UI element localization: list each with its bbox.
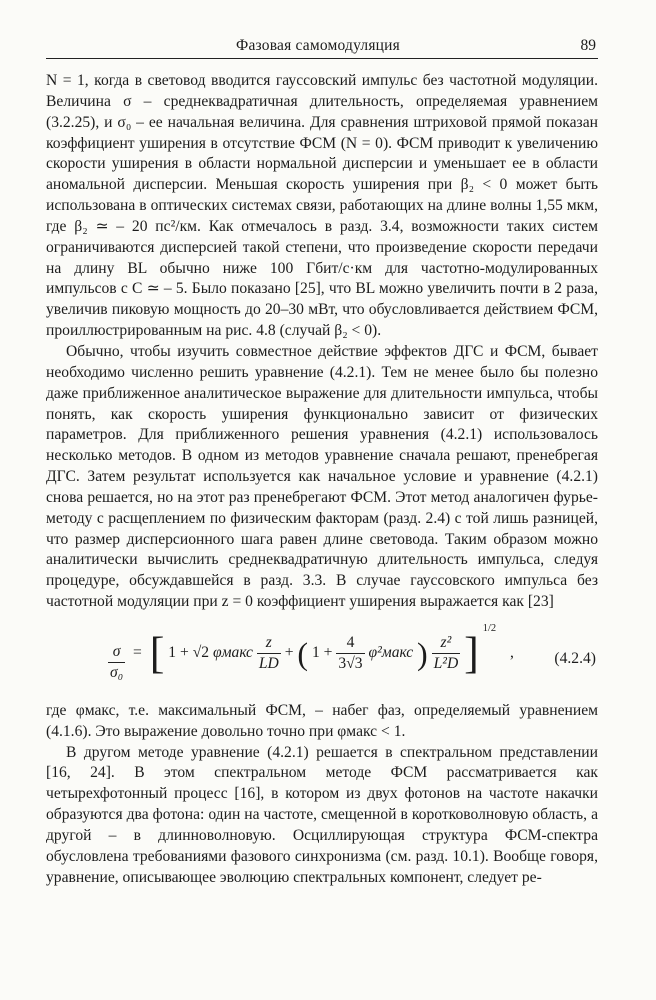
paragraph-2: Обычно, чтобы изучить совместное действие эффектов ДГС и ФСМ, бывает необходимо численно решить уравнение (4.2.1). Тем не менее было бы полезно даже приближенное аналитическое выражение для длительности импульса, чтобы понять, как скорость уширения функционально зависит от физических параметров. Для приближенного решения уравнения (4.2.1) использовалось несколько методов. В одном из методов уравнение сначала решают, пренебрегая ДГС. Затем результат используется как начальное условие и уравнение (4.2.1) снова решается, но на этот раз пренебрегают ФСМ. Этот метод аналогичен фурье-методу с расщеплением по физическим факторам (разд. 2.4) с той лишь разницей, что размер дисперсионного шага равен длине световода. Таким образом можно аналитически вычислить среднеквадратичную длительность импульса, следуя процедуре, обсуждавшейся в разд. 3.3. В случае гауссовского импульса без частотной модуляции при z = 0 коэффициент уширения выражается как [23] <box>46 342 598 611</box>
lhs-numerator: σ <box>108 642 125 663</box>
four-numerator: 4 <box>336 633 364 654</box>
z2-numerator: z² <box>432 633 461 654</box>
ld-denominator: LD <box>258 654 279 672</box>
paragraph-3: где φмакс, т.е. максимальный ФСМ, – набег фаз, определяемый уравнением (4.1.6). Это выражение довольно точно при φмакс < 1. <box>46 701 598 740</box>
paragraph-4: В другом методе уравнение (4.2.1) решается в спектральном представлении [16, 24]. В этом спектральном методе ФСМ рассматривается как четырехфотонный процесс [16], в котором из двух фотонов на частоте накачки образуются два фотона: один на частоте, смещенной в коротковолновую область, а другой – в длинноволновую. Осциллирующая структура ФСМ-спектра обусловлена требованиями фазового синхронизма (см. разд. 10.1). Вообще говоря, уравнение, описывающее эволюцию спектральных компонент, следует ре- <box>46 743 598 886</box>
term-one-a: 1 + <box>168 643 189 661</box>
exponent-half: 1/2 <box>482 622 497 634</box>
z-over-ld <box>257 633 281 674</box>
sqrt-two: √2 <box>192 643 210 661</box>
paragraph-1: N = 1, когда в световод вводится гауссовский импульс без частотной модуляции. Величина σ – среднеквадратичная длительность, определяемая уравнением (3.2.25), и σ₀ – ее начальная величина. Для сравнения штриховой прямой показан коэффициент уширения в отсутствие ФСМ (N = 0). ФСМ приводит к увеличению скорости уширения в области нормальной дисперсии и уменьшает ее в области аномальной дисперсии. Меньшая скорость уширения при β₂ < 0 может быть использована в оптических системах связи, работающих на длине волны 1,55 мкм, где β₂ ≃ – 20 пс²/км. Как отмечалось в разд. 3.4, возможности таких систем ограничиваются дисперсией такой степени, что произведение скорости передачи на длину BL обычно ниже 100 Гбит/с·км для частотно-модулированных импульсов с C ≃ – 5. Было показано [25], что BL можно увеличить почти в 2 раза, увеличив пиковую мощность до 20–30 мВт, что обусловливается действием ФСМ, проиллюстрированным на рис. 4.8 (случай β₂ < 0). <box>46 72 598 340</box>
lhs-denominator: σ₀ <box>110 663 124 681</box>
right-bracket: ] <box>464 628 479 678</box>
term-one-b: 1 + <box>311 643 333 661</box>
page-body <box>46 71 598 889</box>
right-paren: ) <box>417 635 428 672</box>
running-header <box>46 34 598 59</box>
equation-expression <box>108 619 514 697</box>
page-number: 89 <box>580 37 596 54</box>
z-numerator: z <box>257 633 281 654</box>
lhs-fraction <box>108 642 125 683</box>
phi-max: φмакс <box>212 643 253 661</box>
chapter-title: Фазовая самомодуляция <box>236 37 400 54</box>
ld2-denominator: L²D <box>433 654 459 672</box>
phi-max-squared: φ²макс <box>368 643 414 661</box>
three-sqrt3-denominator: 3√3 <box>338 654 363 672</box>
left-paren: ( <box>297 635 309 672</box>
equation-comma: , <box>510 643 514 661</box>
equation-4-2-4 <box>46 619 598 697</box>
four-over-three-sqrt3 <box>336 633 364 674</box>
equation-number: (4.2.4) <box>554 649 596 667</box>
equals-sign: = <box>133 643 142 661</box>
z2-over-ld2 <box>432 633 461 674</box>
plus-sign: + <box>284 643 294 661</box>
left-bracket: [ <box>149 628 165 678</box>
